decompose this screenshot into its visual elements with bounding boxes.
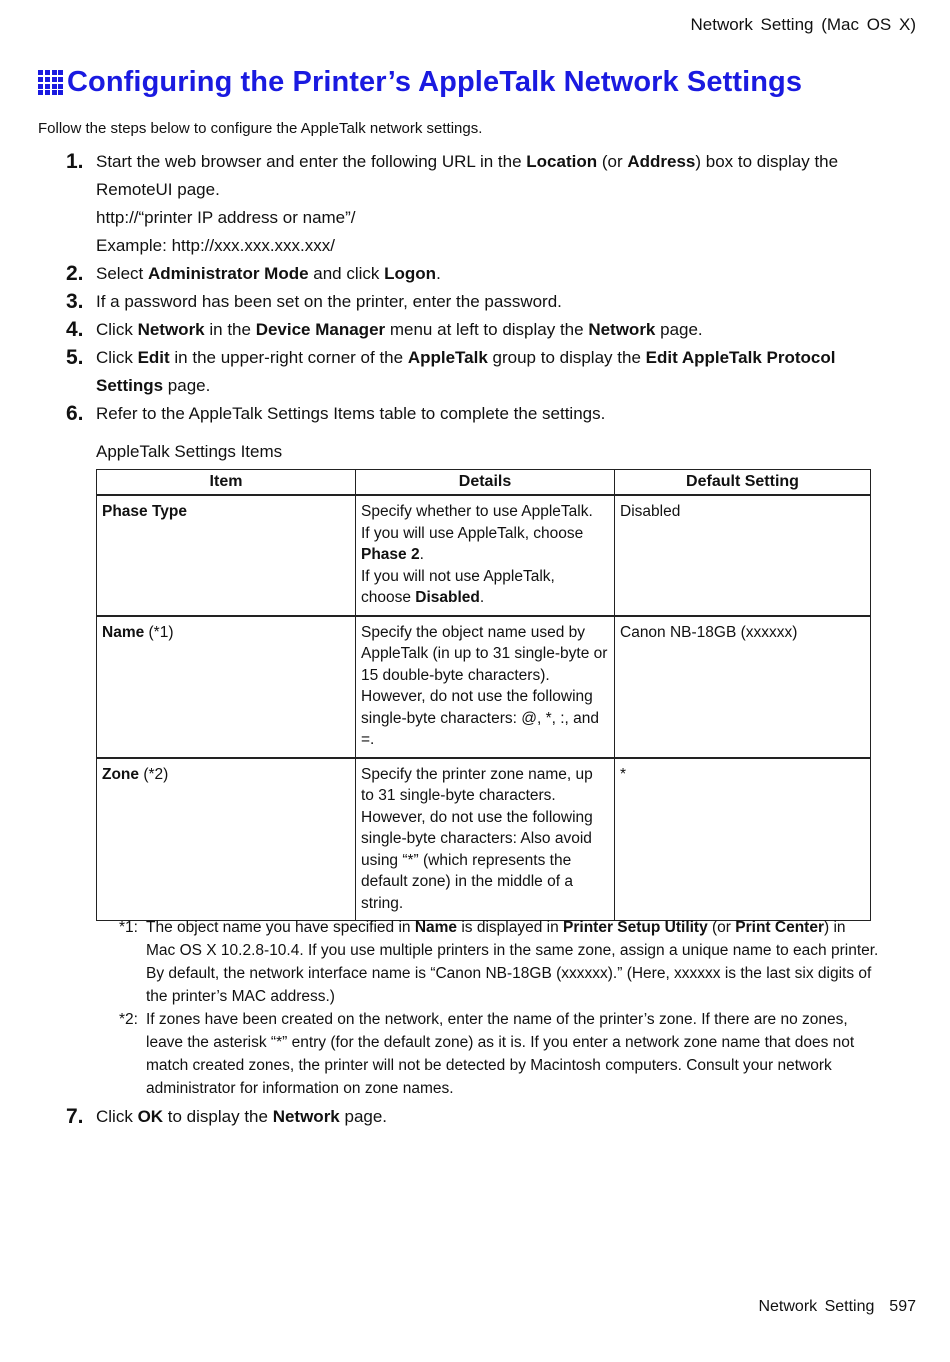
text-run: is displayed in	[457, 919, 564, 936]
step-text	[96, 288, 876, 316]
text-run: in the upper-right corner of the	[169, 348, 408, 367]
text-run: (*2)	[139, 765, 169, 783]
text-run: The object name you have specified in	[146, 919, 415, 936]
bold-text: Name	[102, 623, 145, 641]
steps-list	[66, 148, 876, 428]
running-header: Network Setting (Mac OS X)	[690, 15, 916, 34]
text-run: .	[436, 264, 441, 283]
step-7	[66, 1103, 876, 1131]
step-number: 2.	[66, 262, 84, 285]
column-header-item: Item	[97, 470, 356, 496]
bold-text: Address	[627, 152, 696, 171]
table-row	[97, 758, 871, 921]
text-run: Select	[96, 264, 148, 283]
text-run: menu at left to display the	[385, 320, 589, 339]
step-item	[66, 1103, 876, 1131]
bold-text: Network	[272, 1107, 340, 1126]
step-item	[66, 316, 876, 344]
text-run: and click	[308, 264, 385, 283]
step-text	[96, 260, 876, 288]
column-header-details: Details	[356, 470, 615, 496]
text-run: If zones have been created on the network, enter the name of the printer’s zone. If there are no zones, leave the asterisk “*” entry (for the default zone) as it is. If you enter a network zone name that does not match created zones, the printer will not be detected by Macintosh computers. Consult your network administrator for information on zone names.	[146, 1011, 855, 1097]
step-text	[96, 344, 876, 400]
step-number: 7.	[66, 1105, 84, 1128]
step-item	[66, 260, 876, 288]
text-run: Canon NB-18GB (xxxxxx)	[620, 623, 798, 641]
details-cell	[356, 616, 615, 758]
step-number: 5.	[66, 346, 84, 369]
text-run: *	[620, 765, 627, 783]
bold-text: Phase Type	[102, 503, 188, 520]
text-run: in the	[204, 320, 256, 339]
bold-text: Phase 2	[361, 546, 420, 563]
table-header-row	[97, 470, 871, 496]
bold-text: Edit	[137, 348, 170, 367]
column-header-default: Default Setting	[615, 470, 871, 496]
step-text	[96, 400, 876, 428]
item-cell	[97, 495, 356, 616]
text-run: If a password has been set on the printer, enter the password.	[96, 292, 562, 311]
step-number: 3.	[66, 290, 84, 313]
grid-icon	[38, 70, 63, 95]
text-run: ) box to display the RemoteUI page.	[96, 152, 839, 199]
text-run: ) in Mac OS X 10.2.8-10.4. If you use multiple printers in the same zone, assign a unique name to each printer. By default, the network interface name is “Canon NB-18GB (xxxxxx).” (Here, xxxxxx is the last six digits of the printer’s MAC address.)	[146, 919, 879, 1005]
item-cell	[97, 758, 356, 921]
text-run: Click	[96, 1107, 138, 1126]
bold-text: Edit AppleTalk Protocol Settings	[96, 348, 836, 395]
intro-text: Follow the steps below to configure the AppleTalk network settings.	[38, 120, 483, 137]
text-run: (or	[597, 152, 628, 171]
step-number: 1.	[66, 150, 84, 173]
bold-text: OK	[137, 1107, 164, 1126]
footnote-text	[146, 916, 879, 1008]
text-run: Start the web browser and enter the following URL in the	[96, 152, 527, 171]
text-run: Example: http://xxx.xxx.xxx.xxx/	[96, 236, 336, 255]
footer-section: Network Setting	[758, 1298, 875, 1315]
bold-text: Location	[526, 152, 598, 171]
text-run: to display the	[163, 1107, 273, 1126]
bold-text: Network	[137, 320, 205, 339]
page-number: 597	[889, 1298, 916, 1315]
text-run: page.	[655, 320, 703, 339]
footnote-mark: *1:	[119, 919, 138, 936]
bold-text: AppleTalk	[407, 348, 488, 367]
default-cell	[615, 758, 871, 921]
bold-text: Name	[414, 919, 458, 936]
text-run: group to display the	[487, 348, 646, 367]
bold-text: Network	[588, 320, 656, 339]
footnote-text	[146, 1008, 879, 1100]
bold-text: Device Manager	[255, 320, 386, 339]
text-run: .	[419, 546, 424, 563]
step-text	[96, 148, 876, 260]
text-run: Specify the printer zone name, up to 31 single-byte characters.	[361, 765, 593, 804]
item-cell	[97, 616, 356, 758]
step-number: 6.	[66, 402, 84, 425]
table-row	[97, 495, 871, 616]
details-cell	[356, 758, 615, 921]
default-cell	[615, 495, 871, 616]
text-run: If you will not use AppleTalk, choose	[361, 567, 555, 606]
footnote-mark: *2:	[119, 1011, 138, 1028]
step-text	[96, 316, 876, 344]
text-run: Specify the object name used by AppleTalk (in up to 31 single-byte or 15 double-byte characters).	[361, 623, 608, 684]
text-run: (*1)	[144, 623, 174, 641]
text-run: Click	[96, 348, 138, 367]
table-caption: AppleTalk Settings Items	[96, 442, 283, 461]
page-title: Configuring the Printer’s AppleTalk Network Settings	[67, 66, 803, 98]
bold-text: Logon	[384, 264, 437, 283]
step-item	[66, 148, 876, 260]
text-run: Click	[96, 320, 138, 339]
bold-text: Disabled	[415, 589, 480, 606]
text-run: http://“printer IP address or name”/	[96, 208, 356, 227]
bold-text: Zone	[102, 765, 140, 783]
text-run: (or	[707, 919, 736, 936]
step-number: 4.	[66, 318, 84, 341]
step-item	[66, 288, 876, 316]
details-cell	[356, 495, 615, 616]
bold-text: Administrator Mode	[147, 264, 309, 283]
footnote	[119, 1008, 879, 1100]
page-footer	[758, 1298, 916, 1316]
bold-text: Print Center	[735, 919, 824, 936]
text-run: If you will use AppleTalk, choose	[361, 524, 584, 542]
settings-table	[96, 469, 871, 921]
text-run: .	[479, 589, 485, 606]
step-item	[66, 344, 876, 400]
footnote	[119, 916, 879, 1008]
step-text	[96, 1103, 876, 1131]
table-row	[97, 616, 871, 758]
bold-text: Printer Setup Utility	[563, 919, 708, 936]
text-run: However, do not use the following single-byte characters: @, *, :, and =.	[361, 688, 600, 748]
default-cell	[615, 616, 871, 758]
footnotes	[119, 916, 879, 1100]
text-run: Specify whether to use AppleTalk.	[361, 503, 593, 520]
text-run: page.	[339, 1107, 388, 1126]
text-run: Refer to the AppleTalk Settings Items table to complete the settings.	[96, 404, 606, 423]
text-run: Disabled	[620, 503, 681, 520]
step-item	[66, 400, 876, 428]
title-row	[38, 66, 802, 99]
text-run: page.	[163, 376, 211, 395]
text-run: However, do not use the following single-byte characters: Also avoid using “*” (which represents the default zone) in the middle of a string.	[361, 808, 593, 912]
